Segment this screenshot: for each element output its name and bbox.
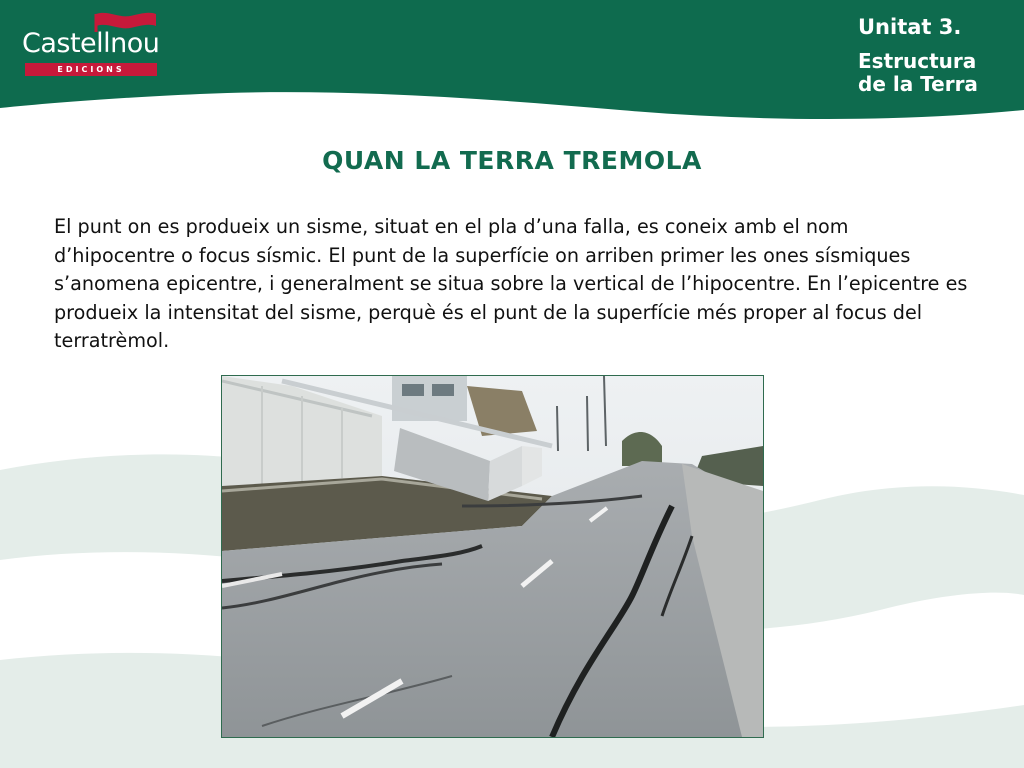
body-paragraph: El punt on es produeix un sisme, situat en el pla d’una falla, es coneix amb el nom d’hipocentre o focus sísmic. El punt de la superfície on arriben primer les ones sísmiques s’anomena epicentre, i generalment se situa sobre la vertical de l’hipocentre. En l’epicentre es produeix la intensitat del sisme, perquè és el punt de la superfície més proper al focus del terratrèmol.	[54, 215, 968, 352]
page-title: QUAN LA TERRA TREMOLA	[322, 146, 702, 175]
unit-number: Unitat 3.	[858, 15, 962, 39]
brand-tagline: EDICIONS	[25, 63, 157, 76]
unit-subtitle: Estructura de la Terra	[858, 49, 978, 96]
earthquake-road-photo	[221, 375, 764, 738]
publisher-logo	[22, 10, 162, 80]
brand-name: Castellnou	[22, 28, 160, 59]
unit-heading	[858, 14, 1018, 96]
